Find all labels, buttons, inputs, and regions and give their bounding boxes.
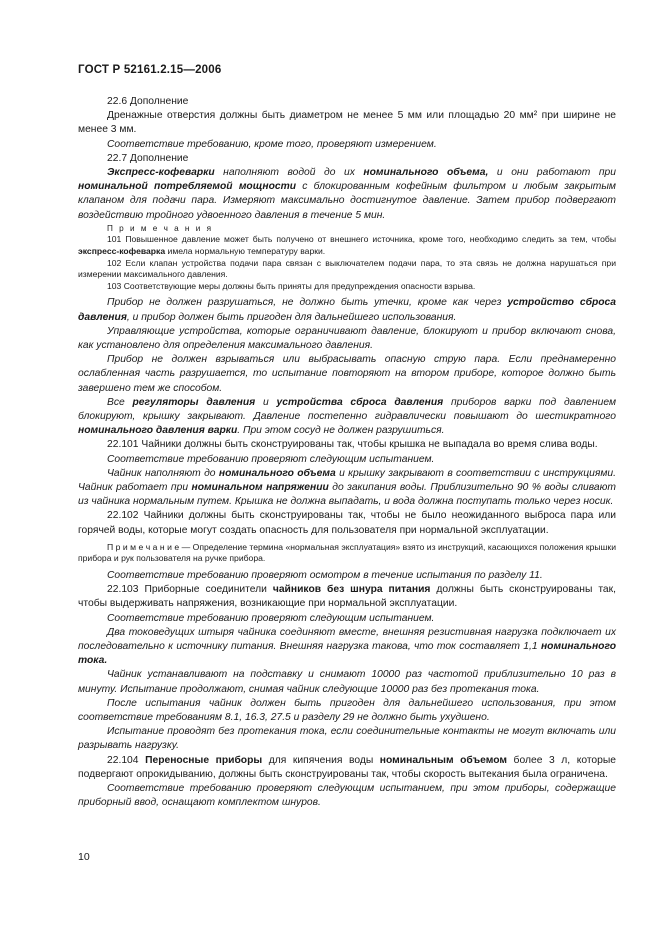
note-102: 102 Если клапан устройства подачи пара связан с выключателем подачи пара, то эта связь не должна нарушаться при измерении максимального давления. bbox=[78, 257, 616, 280]
section-22-103-text: 22.103 Приборные соединители чайников без шнура питания должны быть сконструированы так, чтобы выдерживать напряжения, возникающие при нормальной эксплуатации. bbox=[78, 584, 617, 610]
note-103: 103 Соответствующие меры должны быть приняты для предупреждения опасности взрыва. bbox=[107, 280, 476, 291]
defined-term: регуляторы давления bbox=[132, 396, 256, 408]
section-22-7-paragraph-1: Экспресс-кофеварки наполняют водой до их номинального объема, и они работают при номинальной потребляемой мощности с блокированным кофейным фильтром и любым закрытым клапаном для подачи пара. Измеряют максимально достигнутое давление. Затем прибор подвергают воздействию тройного удвоенного давления в течение 5 мин. bbox=[78, 167, 617, 221]
defined-term: устройства сброса давления bbox=[276, 396, 444, 408]
section-22-102-text: 22.102 Чайники должны быть сконструированы так, чтобы не было неожиданного выброса пара или горячей воды, которые могут создать опасность для пользователя при нормальной эксплуатации. bbox=[78, 510, 616, 536]
section-22-101-compliance: Соответствие требованию проверяют следующим испытанием. bbox=[107, 453, 435, 465]
section-22-102-note: П р и м е ч а н и е — Определение термина «нормальная эксплуатация» взято из инструкций, касающихся положения крышки прибора и рук пользователя на ручке прибора. bbox=[78, 541, 616, 564]
document-body bbox=[78, 95, 616, 810]
document-header: ГОСТ Р 52161.2.15—2006 bbox=[78, 64, 222, 76]
defined-term: устройство сброса давления bbox=[78, 297, 617, 323]
section-22-103-paragraph-2: Чайник устанавливают на подставку и снимают 10000 раз частотой приблизительно 10 раз в минуту. Испытание продолжают, снимая чайник следующие 10000 раз без протекания тока. bbox=[78, 669, 616, 695]
section-22-7-heading: 22.7 Дополнение bbox=[107, 152, 189, 164]
section-22-7-paragraph-2: Прибор не должен разрушаться, не должно быть утечки, кроме как через устройство сброса давления, и прибор должен быть пригоден для дальнейшего использования. bbox=[78, 297, 617, 323]
section-22-7-paragraph-3: Управляющие устройства, которые ограничивают давление, блокируют и прибор включают снова, как установлено для определения максимального давления. bbox=[78, 325, 616, 351]
defined-term: экспресс-кофеварка bbox=[78, 246, 166, 257]
section-22-7-paragraph-5: Все регуляторы давления и устройства сброса давления приборов варки под давлением блокируют, крышку закрывают. Давление постепенно гидравлически повышают до шестикратного номинального давления варки. При этом сосуд не должен разрушиться. bbox=[78, 396, 617, 437]
section-22-103-paragraph-3: После испытания чайник должен быть пригоден для дальнейшего использования, при этом соответствие требованиям 8.1, 16.3, 27.5 и разделу 29 не должно быть ухудшено. bbox=[78, 697, 616, 724]
section-22-104-text: 22.104 Переносные приборы для кипячения воды номинальным объемом более 3 л, которые подвергают опрокидыванию, должны быть сконструированы так, чтобы скорость вытекания была ограничена. bbox=[78, 754, 616, 780]
notes-title: П р и м е ч а н и я bbox=[107, 223, 214, 233]
defined-term: номинального объема bbox=[218, 467, 336, 479]
section-22-103-compliance: Соответствие требованию проверяют следующим испытанием. bbox=[107, 612, 435, 624]
section-22-101-text: 22.101 Чайники должны быть сконструированы так, чтобы крышка не выпадала во время слива воды. bbox=[107, 439, 598, 451]
defined-term: чайников без шнура питания bbox=[272, 584, 431, 596]
section-22-102-compliance: Соответствие требованию проверяют осмотром в течение испытания по разделу 11. bbox=[107, 570, 543, 582]
section-22-7-paragraph-4: Прибор не должен взрываться или выбрасывать опасную струю пара. Если преднамеренно ослабленная часть разрушается, то испытание повторяют на втором приборе, которое должно быть завершено тем же способом. bbox=[78, 354, 616, 394]
defined-term: номинальным объемом bbox=[379, 754, 507, 766]
defined-term: Переносные приборы bbox=[145, 754, 263, 766]
defined-term: номинальной потребляемой мощности bbox=[78, 181, 297, 193]
page-number: 10 bbox=[78, 851, 90, 863]
section-22-103-paragraph-1: Два токоведущих штыря чайника соединяют вместе, внешняя резистивная нагрузка подключает их последовательно к источнику питания. Внешняя нагрузка такова, что ток составляет 1,1 номинального тока. bbox=[78, 626, 616, 667]
defined-term: номинального объема, bbox=[363, 167, 489, 179]
section-22-6-heading: 22.6 Дополнение bbox=[107, 96, 189, 107]
defined-term: номинальном напряжении bbox=[191, 482, 329, 494]
section-22-6-compliance: Соответствие требованию, кроме того, проверяют измерением. bbox=[107, 138, 437, 150]
section-22-104-compliance: Соответствие требованию проверяют следующим испытанием, при этом приборы, содержащие приборный ввод, оснащают комплектом шнуров. bbox=[78, 783, 616, 809]
defined-term: номинального тока. bbox=[78, 641, 616, 667]
note-101: 101 Повышенное давление может быть получено от внешнего источника, кроме того, необходимо следить за тем, чтобы экспресс-кофеварка имела нормальную температуру варки. bbox=[78, 234, 616, 257]
section-22-6-text: Дренажные отверстия должны быть диаметром не менее 5 мм или площадью 20 мм² при ширине не менее 3 мм. bbox=[78, 110, 616, 136]
section-22-101-test: Чайник наполняют до номинального объема и крышку закрывают в соответствии с инструкциями. Чайник работает при номинальном напряжении до закипания воды. Приблизительно 90 % воды сливают из чайника нормальным путем. Крышка не должна выпадать, и вода должна поступать только через носик. bbox=[78, 467, 616, 508]
section-22-103-paragraph-4: Испытание проводят без протекания тока, если соединительные контакты не могут включать или разрывать нагрузку. bbox=[78, 726, 616, 752]
defined-term: номинального давления варки bbox=[78, 425, 238, 437]
defined-term: Экспресс-кофеварки bbox=[107, 167, 215, 179]
